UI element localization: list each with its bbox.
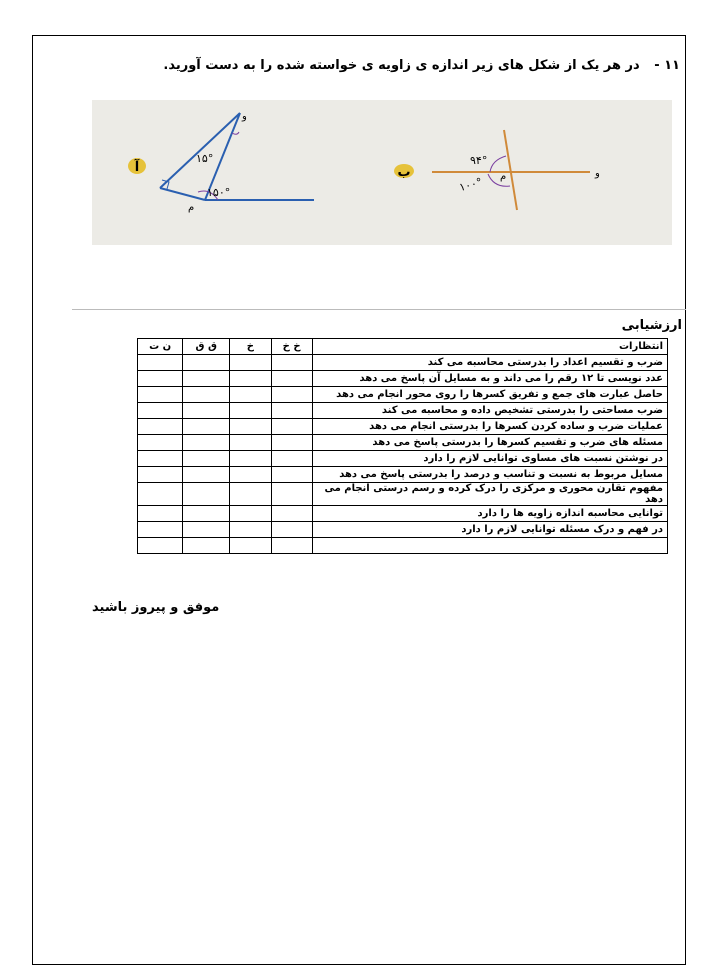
row-expectation: مفهوم تقارن محوری و مرکزی را درک کرده و رسم درستی انجام می دهد	[312, 483, 667, 506]
question-11	[80, 58, 680, 73]
vertex-label-bottom: م	[188, 202, 195, 213]
cell	[183, 506, 230, 522]
question-number: ۱۱ -	[654, 58, 680, 73]
cell	[230, 419, 271, 435]
row-expectation: عدد نویسی تا ۱۲ رقم را می داند و به مسایل آن پاسخ می دهد	[312, 371, 667, 387]
cell	[230, 435, 271, 451]
cell	[183, 467, 230, 483]
figure-right	[394, 130, 600, 210]
table-row	[138, 522, 668, 538]
cell	[183, 483, 230, 506]
triangle-side-left	[160, 113, 240, 188]
row-expectation: ضرب و تقسیم اعداد را بدرستی محاسبه می کند	[312, 355, 667, 371]
cell	[230, 538, 271, 554]
cell	[138, 371, 183, 387]
cell	[271, 506, 312, 522]
row-expectation: مسایل مربوط به نسبت و تناسب و درصد را بدرستی پاسخ می دهد	[312, 467, 667, 483]
cell	[271, 355, 312, 371]
cell	[138, 403, 183, 419]
angle-label-top: ۱۵°	[196, 152, 214, 165]
angle-label-upper: ۹۴°	[470, 154, 488, 167]
evaluation-table	[137, 338, 668, 554]
header-expectations: انتظارات	[312, 339, 667, 355]
table-row-empty	[138, 538, 668, 554]
header-col4: ن ت	[138, 339, 183, 355]
header-col2: خ	[230, 339, 271, 355]
figure-label-right: ب	[397, 165, 411, 180]
row-expectation: در فهم و درک مسئله توانایی لازم را دارد	[312, 522, 667, 538]
angle-label-lower: ۱۰۰°	[457, 175, 484, 195]
cell	[138, 467, 183, 483]
cell	[138, 483, 183, 506]
cell	[183, 451, 230, 467]
ray-end-label: و	[595, 168, 600, 179]
angle-figures	[92, 100, 672, 245]
cell	[183, 419, 230, 435]
cell	[183, 522, 230, 538]
closing-message: موفق و پیروز باشید	[92, 600, 220, 615]
table-row	[138, 467, 668, 483]
row-expectation: ضرب مساحتی را بدرستی تشخیص داده و محاسبه می کند	[312, 403, 667, 419]
cell	[230, 387, 271, 403]
vertex-label: م	[500, 171, 507, 182]
cell	[138, 387, 183, 403]
row-expectation: در نوشتن نسبت های مساوی توانایی لازم را دارد	[312, 451, 667, 467]
vertex-label-top: و	[242, 111, 247, 122]
cell	[271, 538, 312, 554]
table-row	[138, 355, 668, 371]
figure-label-left: آ	[134, 160, 140, 175]
cell	[271, 451, 312, 467]
cell	[138, 435, 183, 451]
table-row	[138, 435, 668, 451]
table-row	[138, 451, 668, 467]
section-divider	[72, 309, 686, 310]
row-expectation: حاصل عبارت های جمع و تفریق کسرها را روی محور انجام می دهد	[312, 387, 667, 403]
cell	[271, 467, 312, 483]
cell	[183, 371, 230, 387]
evaluation-title: ارزشیابی	[621, 318, 682, 333]
cell	[138, 419, 183, 435]
cell	[271, 522, 312, 538]
question-text: در هر یک از شکل های زیر اندازه ی زاویه ی خواسته شده را به دست آورید.	[163, 58, 640, 73]
angle-arc-upper	[490, 156, 506, 172]
cell	[271, 435, 312, 451]
cell	[183, 387, 230, 403]
cell	[138, 538, 183, 554]
cell	[183, 435, 230, 451]
figure-left	[128, 111, 314, 213]
cell	[183, 403, 230, 419]
cell	[138, 355, 183, 371]
cell	[271, 403, 312, 419]
header-col3: ق ق	[183, 339, 230, 355]
triangle-base	[160, 188, 205, 200]
table-row	[138, 506, 668, 522]
cell	[271, 483, 312, 506]
cell	[230, 355, 271, 371]
cell	[271, 387, 312, 403]
cell	[230, 522, 271, 538]
cell	[271, 419, 312, 435]
table-row	[138, 371, 668, 387]
cell	[271, 371, 312, 387]
angle-figures-svg	[92, 100, 672, 245]
cell	[138, 506, 183, 522]
cell	[183, 538, 230, 554]
cell	[230, 506, 271, 522]
table-row	[138, 483, 668, 506]
table-header-row	[138, 339, 668, 355]
cell	[230, 371, 271, 387]
table-row	[138, 387, 668, 403]
row-expectation-empty	[312, 538, 667, 554]
row-expectation: مسئله های ضرب و تقسیم کسرها را بدرستی پاسخ می دهد	[312, 435, 667, 451]
angle-arc-lower	[488, 174, 510, 186]
cell	[138, 451, 183, 467]
row-expectation: عملیات ضرب و ساده کردن کسرها را بدرستی انجام می دهد	[312, 419, 667, 435]
cell	[230, 483, 271, 506]
cell	[230, 403, 271, 419]
cell	[138, 522, 183, 538]
row-expectation: توانایی محاسبه اندازه زاویه ها را دارد	[312, 506, 667, 522]
angle-label-bottom: ۱۵۰°	[207, 186, 231, 199]
table-row	[138, 419, 668, 435]
cell	[230, 467, 271, 483]
header-col1: خ خ	[271, 339, 312, 355]
cell	[230, 451, 271, 467]
slanted-line	[504, 130, 517, 210]
table-row	[138, 403, 668, 419]
cell	[183, 355, 230, 371]
